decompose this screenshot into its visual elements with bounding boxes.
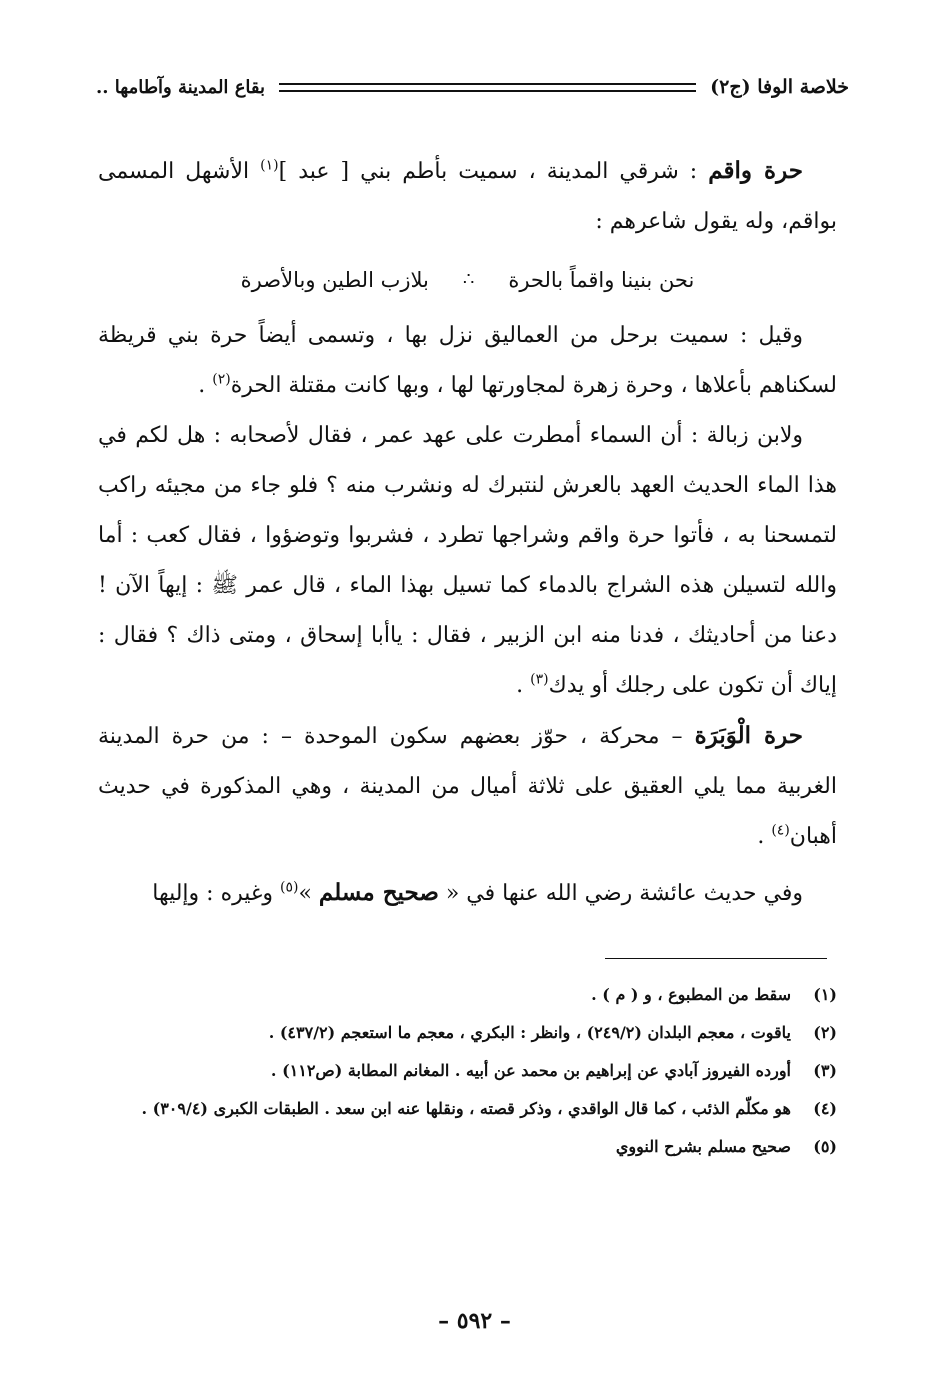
paragraph-end: . [516,673,531,698]
paragraph-harrat-wabara [98,711,837,862]
footnote-ref: (١) [260,157,279,174]
footnote-item [100,1014,837,1052]
footnote-item [100,1128,837,1166]
paragraph-text: – محركة ، حوّز بعضهم سكون الموحدة – : من حرة المدينة الغربية مما يلي العقيق على ثلاثة أميال من المدينة ، وهي المذكورة في حديث أهبان [98,724,838,849]
paragraph-ibn-zabala [98,411,837,711]
poetry-verse [98,253,837,307]
main-text [98,146,837,919]
paragraph-harrat-waqim [98,146,837,247]
running-header [96,70,849,104]
paragraph-end: . [198,373,213,398]
paragraph-end: . [757,824,772,849]
footnote-divider [605,958,827,959]
footnote-item [100,1090,837,1128]
term-harrat-wabara: حرة الْوَبَرَة [694,722,804,749]
footnote-text: سقط من المطبوع ، و ( م ) . [591,985,791,1004]
footnote-ref: (٣) [530,671,549,688]
term-harrat-waqim: حرة واقم [708,157,804,184]
footnote-item [100,1052,837,1090]
footnote-text: ياقوت ، معجم البلدان (٢٤٩/٢) ، وانظر : البكري ، معجم ما استعجم (٤٣٧/٢) . [268,1023,791,1042]
paragraph-text: وقيل : سميت برحل من العماليق نزل بها ، وتسمى أيضاً حرة بني قريظة لسكناهم بأعلاها ، وحرة زهرة لمجاورتها لها ، وبها كانت مقتلة الحرة [98,323,837,398]
verse-separator: ∴ [462,269,475,290]
paragraph-text: وغيره : وإليها [152,881,280,906]
paragraph-qurayza [98,311,837,411]
footnote-ref: (٥) [280,879,299,896]
paragraph-text: الأشهل المسمى بواقم، وله يقول شاعرهم : [98,159,837,234]
verse-second-hemistich: بلازب الطين وبالأصرة [240,268,429,292]
footnote-number: (٣) [813,1061,837,1080]
paragraph-aisha [98,868,837,919]
footnote-number: (٥) [813,1137,837,1156]
footnote-number: (٤) [813,1099,837,1118]
footnote-ref: (٢) [212,371,231,388]
page-number: – ٥٩٢ – [438,1308,511,1334]
footnote-text: هو مكلّم الذئب ، كما قال الواقدي ، وذكر قصته ، ونقلها عنه ابن سعد . الطبقات الكبرى (٣٠٩/٤) . [141,1099,791,1118]
chapter-title: بقاع المدينة وآطامها .. [96,76,266,98]
verse-first-hemistich: نحن بنينا واقماً بالحرة [508,268,695,292]
paragraph-text: » [298,881,319,906]
header-rule [279,83,696,92]
footnote-item [100,976,837,1014]
paragraph-text: وفي حديث عائشة رضي الله عنها في « [438,881,803,906]
book-title: خلاصة الوفا (ج٢) [710,76,849,98]
paragraph-text: : شرقي المدينة ، سميت بأطم بني [ عبد ] [278,159,698,184]
paragraph-text: ولابن زبالة : أن السماء أمطرت على عهد عمر ، فقال لأصحابه : هل لكم في هذا الماء الحديث العهد بالعرش لنتبرك له ونشرب منه ؟ فلو جاء من مجيئه راكب لتمسحنا به ، فأتوا حرة واقم وشراجها تطرد ، فشربوا وتوضؤوا ، فقال كعب : أما والله لتسيلن هذه الشراج بالدماء كما تسيل بهذا الماء ، قال عمر ﷺ : إيهاً الآن ! دعنا من أحاديثك ، فدنا منه ابن الزبير ، فقال : ياأبا إسحاق ، ومتى ذاك ؟ فقال : إياك أن تكون على رجلك أو يدك [98,423,837,698]
footnote-number: (١) [813,985,837,1004]
footnote-text: أورده الفيروز آبادي عن إبراهيم بن محمد عن أبيه . المغانم المطابة (ص١١٢) . [270,1061,791,1080]
footnotes [100,976,837,1166]
footnote-text: صحيح مسلم بشرح النووي [615,1137,791,1156]
footnote-number: (٢) [813,1023,837,1042]
footnote-ref: (٤) [771,822,790,839]
book-reference: صحيح مسلم [318,879,439,906]
